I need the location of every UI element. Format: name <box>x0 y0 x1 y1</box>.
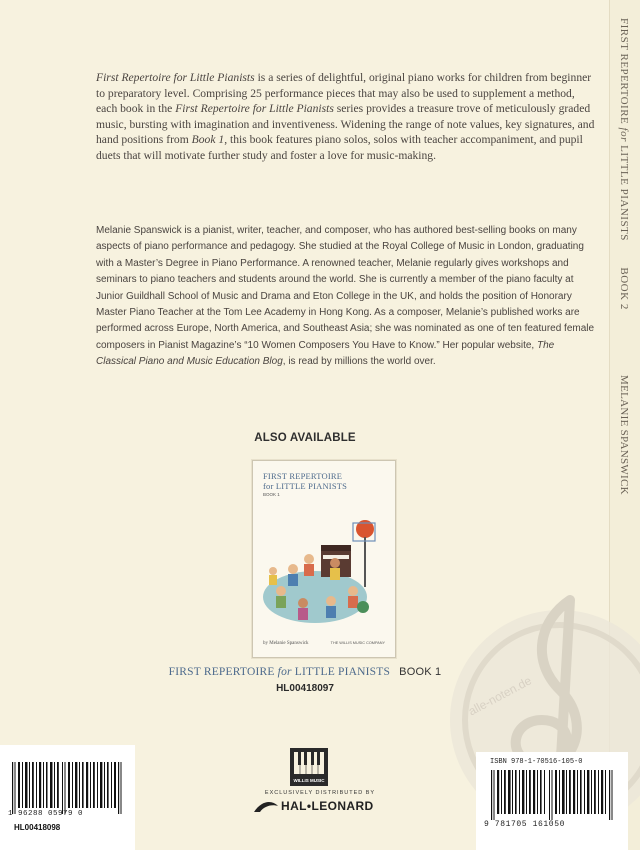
intro-paragraph <box>96 70 596 164</box>
featured-book-code: HL00418097 <box>276 683 334 694</box>
intro-text-2: series provides a treasure trove of meticulously graded music, bursting with imagination and inventiveness. Widening the range of note values, key signatures, and hand positions from <box>96 102 595 147</box>
caption-part1: FIRST REPERTOIRE <box>168 666 275 678</box>
willis-piano-keys-icon <box>290 748 328 778</box>
caption-for: for <box>277 666 292 678</box>
bio-blog: The Classical Piano and Music Education Blog <box>96 339 555 368</box>
spine-title-part1: FIRST REPERTOIRE <box>618 18 630 125</box>
caption-part2: LITTLE PIANISTS <box>294 666 391 678</box>
featured-book-cover <box>252 460 396 658</box>
author-bio <box>96 223 596 371</box>
spine-book: BOOK 2 <box>618 267 630 310</box>
book-cover-title-line2: for LITTLE PIANISTS <box>263 481 348 491</box>
book-cover-author: by Melanie Spanswick <box>263 641 309 646</box>
intro-title: First Repertoire for Little Pianists <box>96 71 255 84</box>
intro-book1: Book 1 <box>191 133 225 147</box>
willis-music-label: WILLIS MUSIC <box>293 778 325 783</box>
book-cover-title-line1: FIRST REPERTOIRE <box>263 471 343 481</box>
book-cover-publisher: THE WILLIS MUSIC COMPANY <box>330 641 385 645</box>
book-cover-illustration <box>253 499 395 637</box>
caption-book: BOOK 1 <box>399 666 442 678</box>
spine-title-part2: LITTLE PIANISTS <box>618 145 630 241</box>
ean-digits: 9 781705 161050 <box>484 820 566 829</box>
product-code: HL00418098 <box>14 823 61 832</box>
bio-text-1: Melanie Spanswick is a pianist, writer, teacher, and composer, who has authored best-selling books on many aspects of piano performance and pedagogy. She studied at the Royal College of Music in London, graduating with a Master’s Degree in Piano Performance. A renowned teacher, Melanie regularly gives workshops and seminars to piano teachers and students around the world. She is currently a member of the piano faculty at Junior Guildhall School of Music and Drama and Eton College in the UK, and holds the position of Honorary Master Piano Teacher at the Tom Lee Academy in Hong Kong. As a composer, Melanie’s published works are performed across Europe, North America, and Southeast Asia; she was nominated as one of ten featured female composers in Pianist Magazine’s “10 Women Composers You Have to Know.” Her popular website, <box>96 225 595 351</box>
intro-series-title: First Repertoire for Little Pianists <box>175 102 334 116</box>
spine-author: MELANIE SPANSWICK <box>618 375 630 495</box>
isbn-label: ISBN 978-1-70516-105-0 <box>490 758 583 766</box>
spine-title <box>618 18 630 310</box>
site-watermark: alle-noten.de <box>466 673 534 719</box>
hal-leonard-wordmark: HAL•LEONARD <box>281 799 374 813</box>
bio-text-2: , is read by millions the world over. <box>282 356 436 368</box>
book-cover-number: BOOK 1 <box>263 492 280 497</box>
intro-text-3: , this book features piano solos, solos with teacher accompaniment, and pupil duets that will motivate further study and foster a love for music-making. <box>96 133 583 162</box>
spine-title-for: for <box>618 127 630 142</box>
upc-digits: 1 96288 05979 0 <box>8 810 84 818</box>
distributed-by: EXCLUSIVELY DISTRIBUTED BY <box>264 790 376 796</box>
intro-text-1: is a series of delightful, original piano works for children from beginner to preparatory level. Comprising 25 performance pieces that may also be used to supplement a method, each book in the <box>96 71 592 116</box>
isbn-barcode-icon <box>487 770 619 820</box>
also-available-heading: ALSO AVAILABLE <box>254 432 356 444</box>
upc-barcode-icon <box>10 762 125 814</box>
book-cover-title <box>263 471 347 491</box>
